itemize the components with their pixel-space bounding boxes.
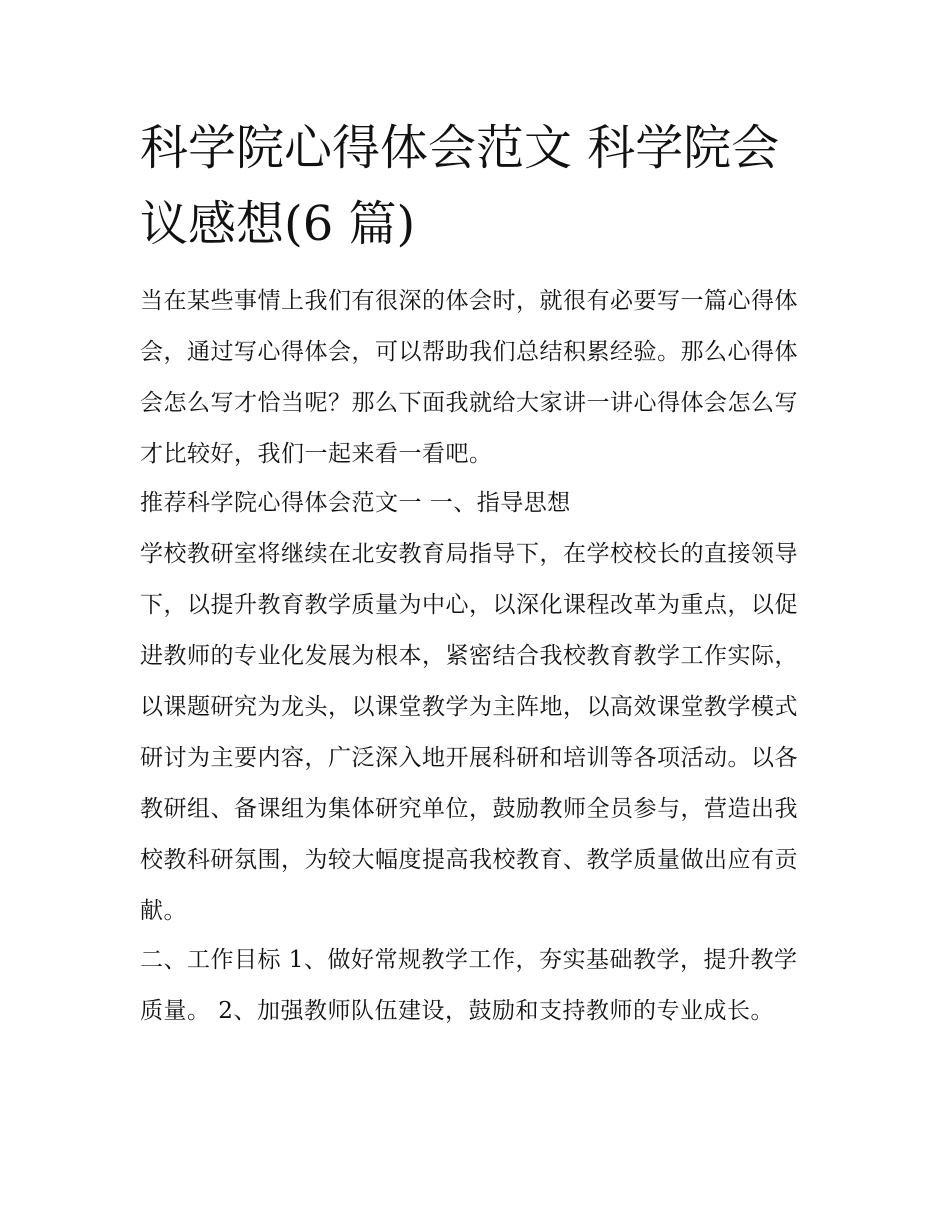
work-goals-paragraph: 二、工作目标 1、做好常规教学工作，夯实基础教学，提升教学质量。 2、加强教师队伍建设，鼓励和支持教师的专业成长。 — [140, 947, 798, 1024]
section-heading: 推荐科学院心得体会范文一 一、指导思想 — [140, 490, 571, 516]
guiding-thought-paragraph: 学校教研室将继续在北安教育局指导下，在学校校长的直接领导下，以提升教育教学质量为中心，以深化课程改革为重点，以促进教师的专业化发展为根本，紧密结合我校教育教学工作实际，以课题研究为龙头，以课堂教学为主阵地，以高效课堂教学模式研讨为主要内容，广泛深入地开展科研和培训等各项活动。以各教研组、备课组为集体研究单位，鼓励教师全员参与，营造出我校教科研氛围，为较大幅度提高我校教育、教学质量做出应有贡献。 — [140, 541, 798, 924]
intro-paragraph: 当在某些事情上我们有很深的体会时，就很有必要写一篇心得体会，通过写心得体会，可以帮助我们总结积累经验。那么心得体会怎么写才恰当呢？那么下面我就给大家讲一讲心得体会怎么写才比较好，我们一起来看一看吧。 — [140, 288, 798, 467]
document-title: 科学院心得体会范文 科学院会议感想(6 篇) — [140, 120, 780, 252]
